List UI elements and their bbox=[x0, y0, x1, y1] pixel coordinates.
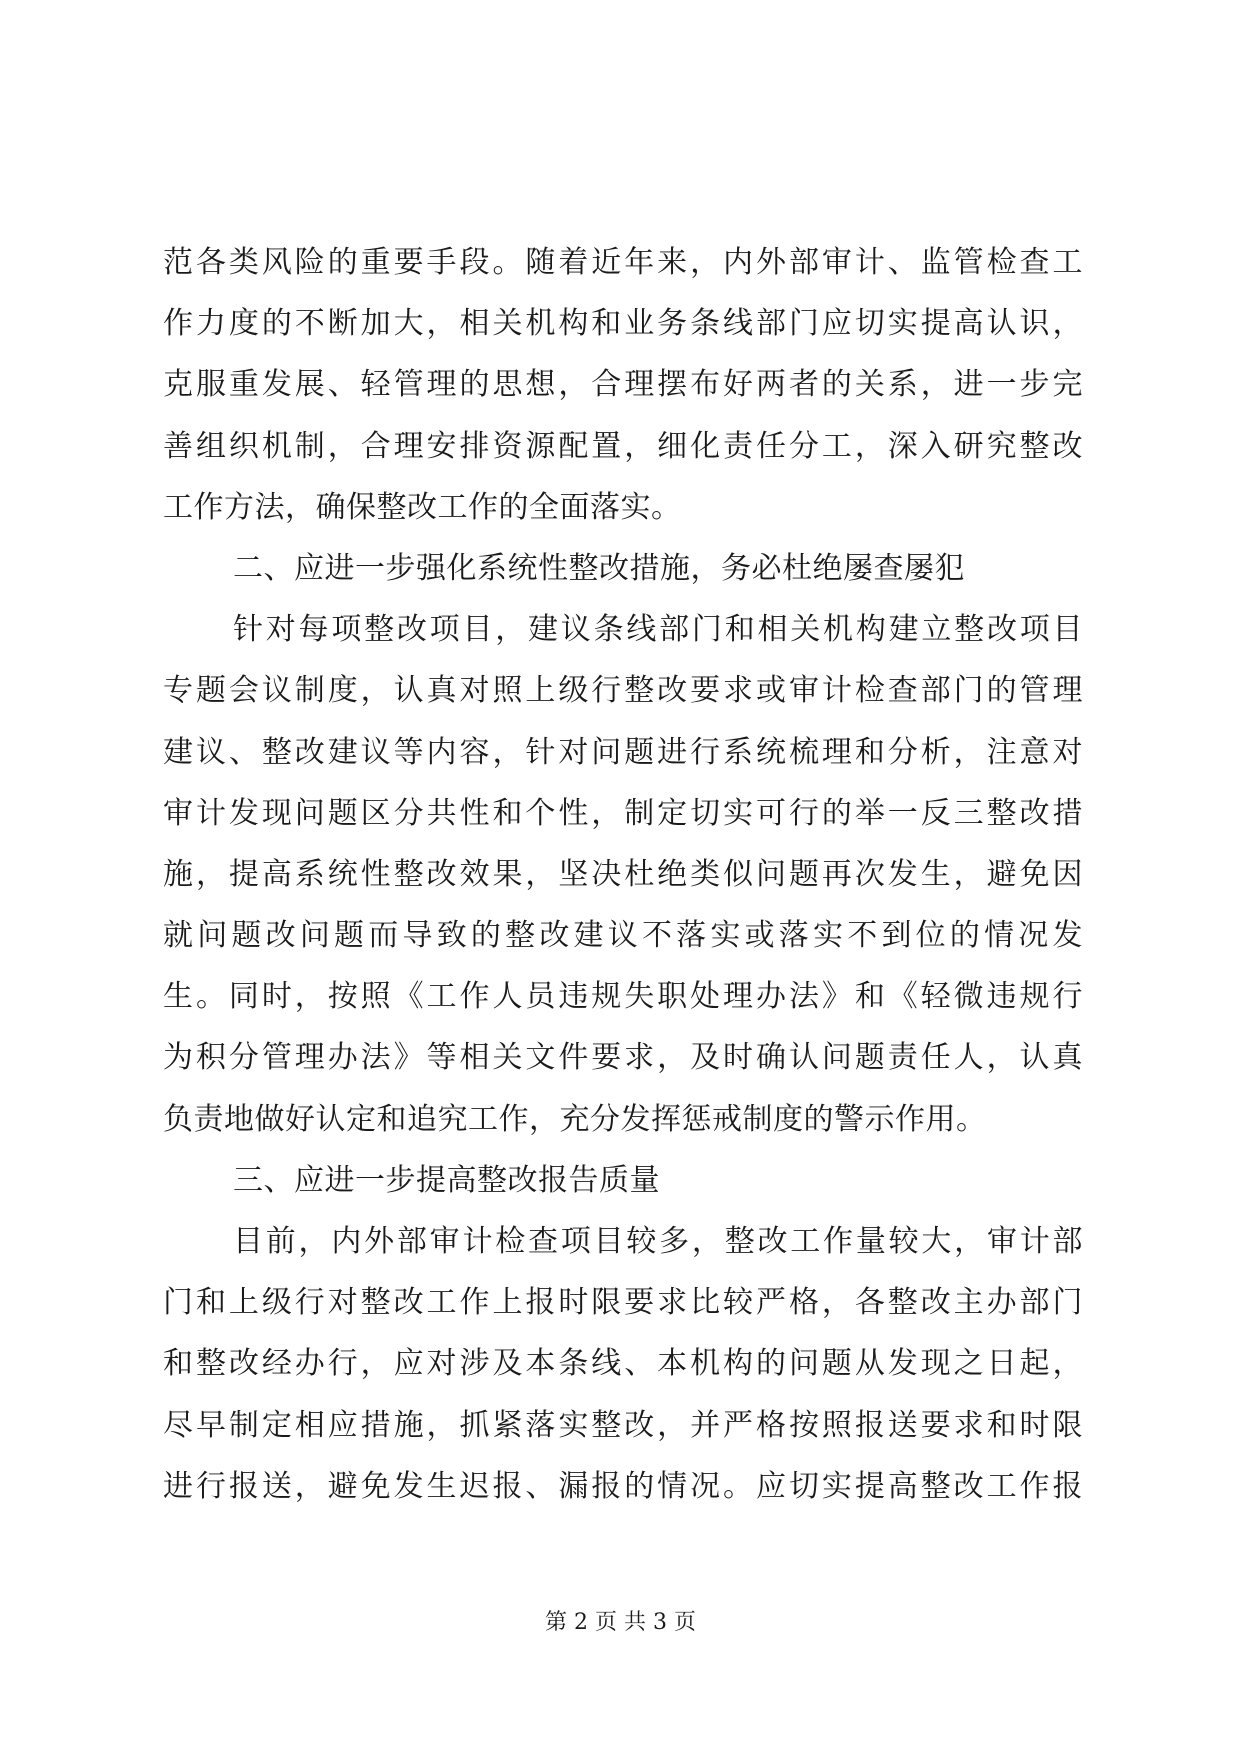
paragraph-line: 负责地做好认定和追究工作，充分发挥惩戒制度的警示作用。 bbox=[163, 1101, 987, 1137]
page-number-footer: 第 2 页 共 3 页 bbox=[545, 1610, 696, 1635]
paragraph-line: 进行报送，避免发生迟报、漏报的情况。应切实提高整改工作报 bbox=[163, 1468, 1083, 1504]
paragraph-line: 作力度的不断加大，相关机构和业务条线部门应切实提高认识， bbox=[163, 306, 1083, 342]
paragraph-line: 门和上级行对整改工作上报时限要求比较严格，各整改主办部门 bbox=[163, 1285, 1083, 1321]
paragraph-line: 范各类风险的重要手段。随着近年来，内外部审计、监管检查工 bbox=[163, 245, 1083, 280]
paragraph-line: 尽早制定相应措施，抓紧落实整改，并严格按照报送要求和时限 bbox=[163, 1407, 1083, 1443]
paragraph-line: 克服重发展、轻管理的思想，合理摆布好两者的关系，进一步完 bbox=[163, 367, 1083, 403]
paragraph-line: 工作方法，确保整改工作的全面落实。 bbox=[163, 489, 682, 525]
paragraph-line: 施，提高系统性整改效果，坚决杜绝类似问题再次发生，避免因 bbox=[163, 856, 1083, 892]
paragraph-line: 专题会议制度，认真对照上级行整改要求或审计检查部门的管理 bbox=[163, 673, 1083, 709]
paragraph-line: 为积分管理办法》等相关文件要求，及时确认问题责任人，认真 bbox=[163, 1040, 1083, 1076]
paragraph-line: 针对每项整改项目，建议条线部门和相关机构建立整改项目 bbox=[233, 612, 1083, 648]
paragraph-line: 目前，内外部审计检查项目较多，整改工作量较大，审计部 bbox=[233, 1224, 1083, 1259]
paragraph-line: 和整改经办行，应对涉及本条线、本机构的问题从发现之日起， bbox=[163, 1346, 1083, 1382]
section-heading-3: 三、应进一步提高整改报告质量 bbox=[233, 1162, 660, 1198]
paragraph-line: 审计发现问题区分共性和个性，制定切实可行的举一反三整改措 bbox=[163, 795, 1083, 831]
paragraph-line: 生。同时，按照《工作人员违规失职处理办法》和《轻微违规行 bbox=[163, 979, 1083, 1015]
section-heading-2: 二、应进一步强化系统性整改措施，务必杜绝屡查屡犯 bbox=[233, 550, 965, 586]
paragraph-line: 就问题改问题而导致的整改建议不落实或落实不到位的情况发 bbox=[163, 918, 1083, 954]
paragraph-line: 善组织机制，合理安排资源配置，细化责任分工，深入研究整改 bbox=[163, 428, 1083, 464]
paragraph-line: 建议、整改建议等内容，针对问题进行系统梳理和分析，注意对 bbox=[163, 734, 1083, 770]
body-text bbox=[163, 232, 1083, 1517]
